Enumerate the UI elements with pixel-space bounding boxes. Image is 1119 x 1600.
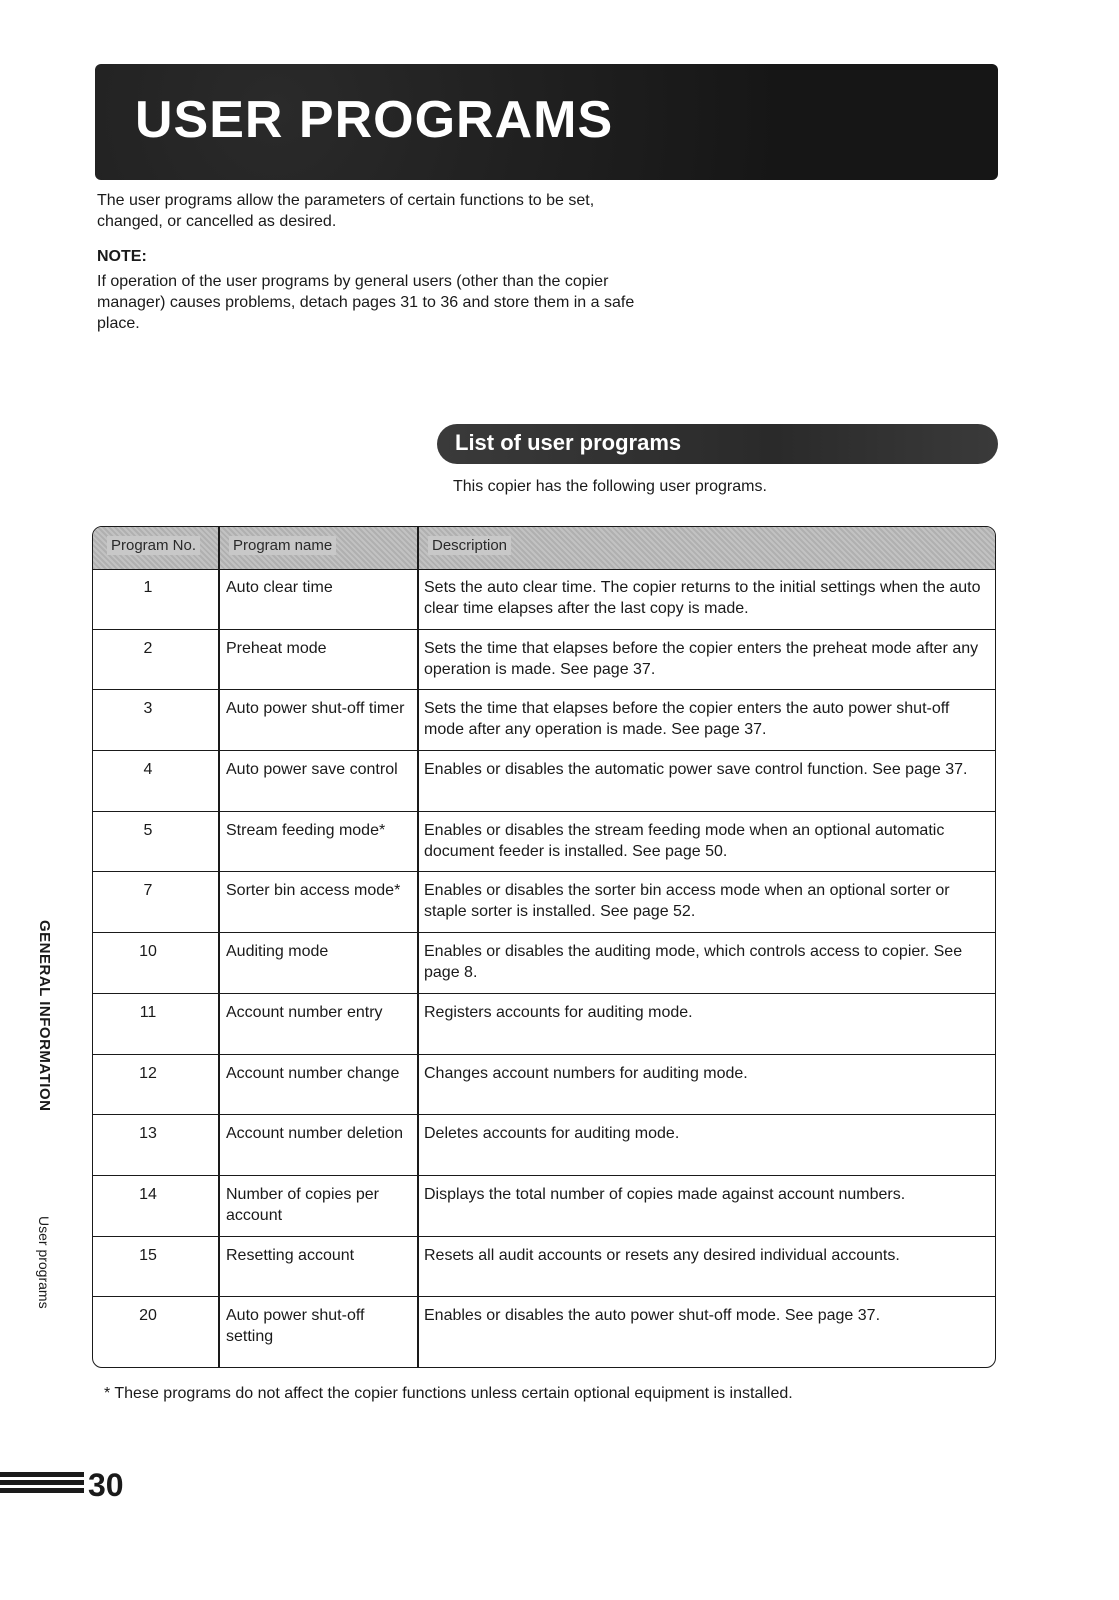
table-row — [93, 1237, 995, 1298]
program-name-cell: Auditing mode — [226, 943, 329, 961]
program-number-cell: 1 — [143, 579, 153, 596]
program-number-cell: 20 — [139, 1307, 157, 1325]
header-program-number: Program No. — [107, 536, 200, 555]
program-number-cell: 15 — [139, 1246, 157, 1264]
table-header — [93, 527, 995, 570]
program-name-cell: Account number deletion — [226, 1125, 403, 1143]
page-number: 30 — [88, 1467, 124, 1503]
description-cell: Enables or disables the automatic power save control function. See page 37. — [424, 761, 968, 779]
side-tab-section: GENERAL INFORMATION — [36, 920, 53, 1112]
program-name-cell: Stream feeding mode* — [226, 821, 386, 839]
table-row — [93, 751, 995, 812]
program-name-cell: Account number entry — [226, 1003, 383, 1021]
description-cell: Sets the time that elapses before the copier enters the preheat mode after any operation is made. See page 37. — [424, 639, 979, 678]
table-row — [93, 1055, 995, 1116]
program-number-cell: 10 — [139, 943, 157, 961]
program-name-cell: Auto power shut-off setting — [226, 1307, 365, 1346]
table-row — [93, 569, 995, 630]
section-heading-bar — [437, 424, 998, 464]
description-cell: Enables or disables the auto power shut-off mode. See page 37. — [424, 1307, 881, 1325]
program-name-cell: Preheat mode — [226, 639, 327, 657]
note-heading: NOTE: — [97, 248, 147, 265]
side-tab-topic: User programs — [36, 1216, 52, 1309]
description-cell: Sets the auto clear time. The copier returns to the initial settings when the auto clear time elapses after the last copy is made. — [424, 579, 981, 617]
program-name-cell: Account number change — [226, 1064, 400, 1082]
table-row — [93, 690, 995, 751]
table-row — [93, 1115, 995, 1176]
program-number-cell: 2 — [143, 639, 153, 657]
description-cell: Displays the total number of copies made against account numbers. — [424, 1185, 906, 1203]
program-number-cell: 5 — [143, 821, 153, 839]
table-row — [93, 994, 995, 1055]
description-cell: Resets all audit accounts or resets any desired individual accounts. — [424, 1246, 900, 1264]
program-number-cell: 3 — [143, 700, 153, 718]
program-name-cell: Sorter bin access mode* — [226, 882, 401, 900]
section-heading: List of user programs — [455, 430, 682, 455]
program-number-cell: 12 — [139, 1064, 157, 1082]
description-cell: Registers accounts for auditing mode. — [424, 1003, 693, 1021]
page-title-bar — [95, 64, 998, 180]
table-row — [93, 1176, 995, 1237]
program-number-cell: 14 — [139, 1185, 157, 1203]
header-description: Description — [428, 536, 511, 555]
intro-text: The user programs allow the parameters of certain functions to be set, changed, or cancelled as desired. — [97, 192, 595, 230]
table-body — [93, 569, 995, 1358]
description-cell: Enables or disables the sorter bin access mode when an optional sorter or staple sorter is installed. See page 52. — [424, 882, 950, 921]
description-cell: Sets the time that elapses before the copier enters the auto power shut-off mode after any operation is made. See page 37. — [424, 700, 950, 739]
header-program-name: Program name — [229, 536, 336, 555]
description-cell: Enables or disables the auditing mode, which controls access to copier. See page 8. — [424, 943, 963, 982]
program-name-cell: Auto power shut-off timer — [226, 700, 405, 718]
program-number-cell: 7 — [143, 882, 153, 900]
table-row — [93, 812, 995, 873]
description-cell: Enables or disables the stream feeding mode when an optional automatic document feeder is installed. See page 50. — [424, 821, 945, 860]
description-cell: Deletes accounts for auditing mode. — [424, 1125, 680, 1143]
table-row — [93, 630, 995, 691]
table-row — [93, 872, 995, 933]
note-body: If operation of the user programs by general users (other than the copier manager) causes problems, detach pages 31 to 36 and store them in a safe place. — [97, 273, 635, 332]
section-subtext: This copier has the following user programs. — [453, 478, 767, 495]
program-name-cell: Auto clear time — [226, 579, 333, 596]
page-number-bars — [0, 1472, 84, 1498]
program-number-cell: 13 — [139, 1125, 157, 1143]
program-number-cell: 4 — [143, 761, 153, 779]
program-number-cell: 11 — [139, 1003, 157, 1021]
table-row — [93, 933, 995, 994]
program-name-cell: Auto power save control — [226, 761, 398, 779]
program-name-cell: Resetting account — [226, 1246, 355, 1264]
footnote: * These programs do not affect the copier functions unless certain optional equipment is installed. — [104, 1385, 793, 1402]
table-row — [93, 1297, 995, 1358]
program-name-cell: Number of copies per account — [226, 1185, 379, 1224]
user-programs-table — [92, 526, 996, 1368]
page-title: USER PROGRAMS — [135, 91, 614, 149]
description-cell: Changes account numbers for auditing mode. — [424, 1064, 748, 1082]
